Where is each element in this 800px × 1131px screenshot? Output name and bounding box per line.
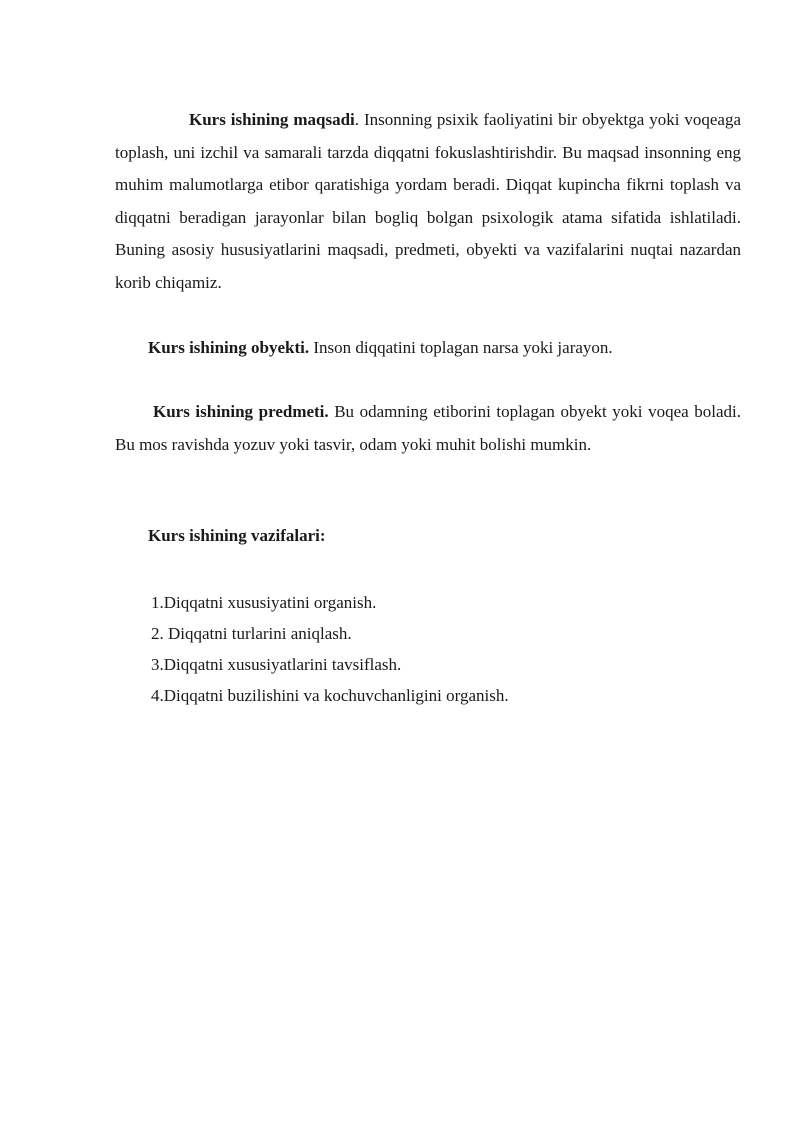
text-obyekti: Inson diqqatini toplagan narsa yoki jarayon. [309, 338, 613, 357]
text-predmeti: Bu odamning etiborini toplagan obyekt yoki voqea boladi. Bu mos ravishda yozuv yoki tasvir, odam yoki muhit bolishi mumkin. [115, 402, 741, 454]
list-vazifalari [151, 587, 509, 711]
label-obyekti: Kurs ishining obyekti. [148, 338, 310, 357]
paragraph-obyekti [115, 332, 741, 365]
list-item: 3.Diqqatni xususiyatlarini tavsiflash. [151, 655, 402, 674]
label-predmeti: Kurs ishining predmeti. [153, 402, 329, 421]
list-item: 1.Diqqatni xususiyatini organish. [151, 593, 377, 612]
text-maqsadi: . Insonning psixik faoliyatini bir obyektga yoki voqeaga toplash, uni izchil va samarali tarzda diqqatni fokuslashtirishdir. Bu maqsad insonning eng muhim malumotlarga etibor qaratishiga yordam beradi. Diqqat kupincha fikrni toplash va diqqatni beradigan jarayonlar bilan bogliq bolgan psixologik atama sifatida ishlatiladi. Buning asosiy hususiyatlarini maqsadi, predmeti, obyekti va vazifalarini nuqtai nazardan korib chiqamiz. [115, 110, 741, 292]
list-item: 2. Diqqatni turlarini aniqlash. [151, 624, 352, 643]
heading-vazifalari: Kurs ishining vazifalari: [148, 526, 326, 545]
list-item: 4.Diqqatni buzilishini va kochuvchanligini organish. [151, 686, 509, 705]
label-maqsadi: Kurs ishining maqsadi [189, 110, 355, 129]
paragraph-predmeti [115, 396, 741, 461]
paragraph-maqsadi [115, 104, 741, 299]
